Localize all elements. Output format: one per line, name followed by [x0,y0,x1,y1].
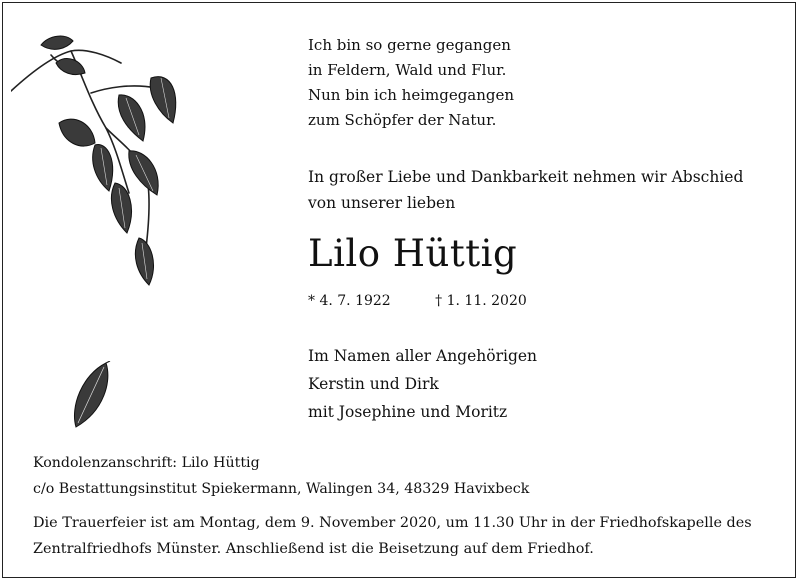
mourners-line: Im Namen aller Angehörigen [308,347,538,365]
condolence-line: c/o Bestattungsinstitut Spiekermann, Walingen 34, 48329 Havixbeck [33,481,530,497]
birch-branch-icon [11,33,201,293]
funeral-info [33,510,778,562]
falling-leaf-icon [68,361,113,431]
poem-line: in Feldern, Wald und Flur. [308,61,507,79]
poem [308,33,514,133]
poem-line: zum Schöpfer der Natur. [308,111,497,129]
intro-line: von unserer lieben [308,194,456,212]
obituary-notice [2,2,796,578]
intro-line: In großer Liebe und Dankbarkeit nehmen wir Abschied [308,168,744,186]
farewell-intro [308,164,743,216]
mourners [308,342,537,426]
funeral-line: Zentralfriedhofs Münster. Anschließend ist die Beisetzung auf dem Friedhof. [33,541,594,557]
poem-line: Nun bin ich heimgegangen [308,86,515,104]
poem-line: Ich bin so gerne gegangen [308,36,511,54]
condolence-address [33,450,529,502]
birth-date: * 4. 7. 1922 [308,293,391,309]
condolence-line: Kondolenzanschrift: Lilo Hüttig [33,455,260,471]
funeral-line: Die Trauerfeier ist am Montag, dem 9. November 2020, um 11.30 Uhr in der Friedhofskapelle des [33,515,752,531]
mourners-line: mit Josephine und Moritz [308,403,508,421]
deceased-name: Lilo Hüttig [308,232,518,275]
death-date: † 1. 11. 2020 [435,293,527,309]
mourners-line: Kerstin und Dirk [308,375,439,393]
life-dates [308,290,527,312]
